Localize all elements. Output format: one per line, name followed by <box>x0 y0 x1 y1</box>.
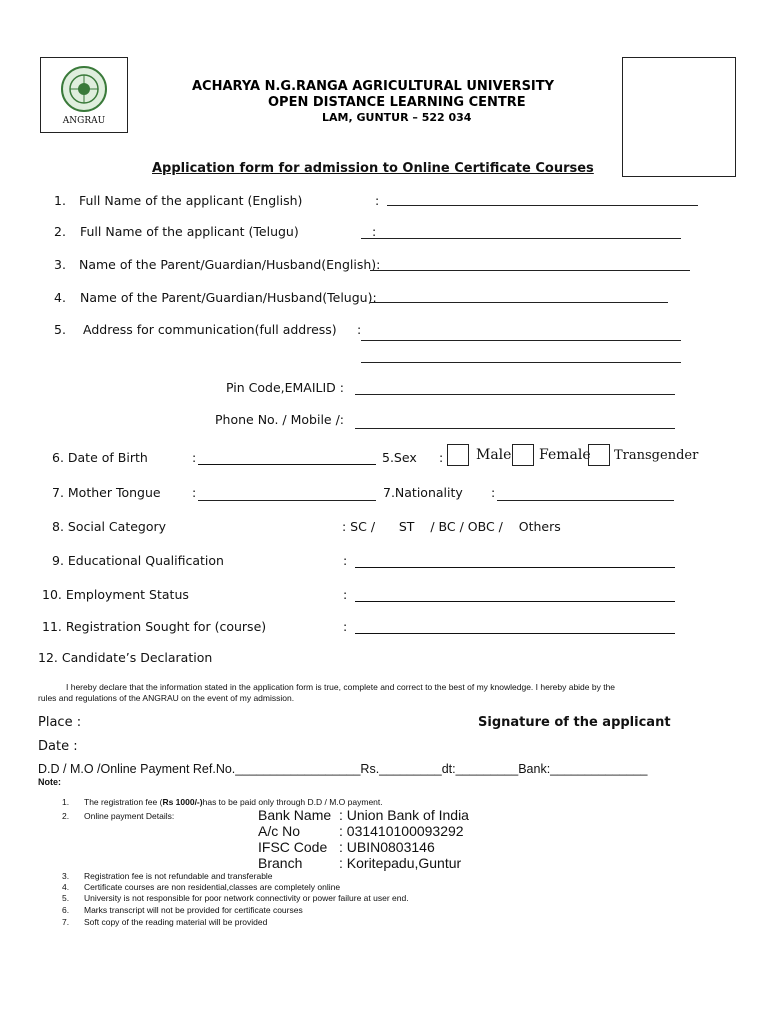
employment-input[interactable] <box>355 601 675 602</box>
signature-label: Signature of the applicant <box>478 715 671 730</box>
phone-input[interactable] <box>355 428 675 429</box>
account-number-value: : 031410100093292 <box>339 823 464 839</box>
note-fee-amount: Rs 1000/-) <box>162 797 203 807</box>
note-heading: Note: <box>38 777 61 787</box>
photo-box[interactable] <box>622 57 736 177</box>
field-colon: : <box>343 619 348 634</box>
parent-telugu-input[interactable] <box>370 302 668 303</box>
pin-email-input[interactable] <box>355 394 675 395</box>
field-colon: : <box>357 322 362 337</box>
field-label-name-telugu: Full Name of the applicant (Telugu) <box>80 224 299 239</box>
note-online-payment: Online payment Details: <box>84 811 175 821</box>
ifsc-label: IFSC Code <box>258 839 328 855</box>
field-label-pin-email: Pin Code,EMAILID : <box>226 380 344 395</box>
nationality-input[interactable] <box>497 500 674 501</box>
field-colon: : <box>343 553 348 568</box>
note-number: 2. <box>62 811 70 821</box>
account-number-label: A/c No <box>258 823 301 839</box>
field-colon: : <box>192 450 197 465</box>
field-label-nationality: 7.Nationality <box>383 485 463 500</box>
field-number: 2. <box>54 224 66 239</box>
field-colon: : <box>192 485 197 500</box>
name-telugu-input[interactable] <box>361 238 681 239</box>
note-number: 1. <box>62 797 70 807</box>
field-number: 5. <box>54 322 66 337</box>
note-online-classes: Certificate courses are non residential,classes are completely online <box>84 882 341 892</box>
bank-name-value: : Union Bank of India <box>339 807 469 823</box>
field-number: 4. <box>54 290 66 305</box>
note-registration-fee <box>84 797 383 807</box>
sex-blank-checkbox[interactable] <box>447 444 469 466</box>
note-number: 6. <box>62 905 70 915</box>
note-network: University is not responsible for poor network connectivity or power failure at user end. <box>84 893 409 903</box>
address-input-line1[interactable] <box>361 340 681 341</box>
bank-name-label: Bank Name <box>258 807 332 823</box>
field-label-mother-tongue: 7. Mother Tongue <box>52 485 161 500</box>
name-english-input[interactable] <box>387 205 698 206</box>
payment-ref-line[interactable]: D.D / M.O /Online Payment Ref.No.__________________Rs._________dt:_________Bank:______________ <box>38 762 648 776</box>
declaration-text-line2: rules and regulations of the ANGRAU on the event of my admission. <box>38 693 295 703</box>
field-number: 1. <box>54 193 66 208</box>
address-input-line2[interactable] <box>361 362 681 363</box>
field-colon: : <box>375 193 380 208</box>
field-label-education: 9. Educational Qualification <box>52 553 224 568</box>
branch-value: : Koritepadu,Guntur <box>339 855 462 871</box>
sex-transgender-label: Transgender <box>614 448 699 463</box>
centre-address: LAM, GUNTUR – 522 034 <box>322 111 472 124</box>
sex-male-label: Male <box>476 447 512 463</box>
note-refund: Registration fee is not refundable and transferable <box>84 871 273 881</box>
field-label-dob: 6. Date of Birth <box>52 450 148 465</box>
education-input[interactable] <box>355 567 675 568</box>
field-label-parent-telugu: Name of the Parent/Guardian/Husband(Telugu): <box>80 290 377 305</box>
note-number: 4. <box>62 882 70 892</box>
social-category-options[interactable]: : SC / ST / BC / OBC / Others <box>342 519 561 534</box>
course-input[interactable] <box>355 633 675 634</box>
field-label-phone: Phone No. / Mobile /: <box>215 412 345 427</box>
field-label-social-category: 8. Social Category <box>52 519 167 534</box>
field-label-employment: 10. Employment Status <box>42 587 189 602</box>
field-colon: : <box>439 450 444 465</box>
note-reading-material: Soft copy of the reading material will be provided <box>84 917 268 927</box>
centre-name: OPEN DISTANCE LEARNING CENTRE <box>268 95 526 110</box>
date-label: Date : <box>38 739 78 754</box>
field-label-sex: 5.Sex <box>382 450 417 465</box>
field-label-course: 11. Registration Sought for (course) <box>42 619 267 634</box>
place-label: Place : <box>38 715 82 730</box>
field-label-parent-english: Name of the Parent/Guardian/Husband(English): <box>79 257 381 272</box>
field-label-declaration: 12. Candidate’s Declaration <box>38 650 213 665</box>
sex-male-checkbox[interactable] <box>512 444 534 466</box>
field-colon: : <box>372 224 377 239</box>
field-number: 3. <box>54 257 66 272</box>
sex-female-checkbox[interactable] <box>588 444 610 466</box>
note-transcript: Marks transcript will not be provided for certificate courses <box>84 905 303 915</box>
form-title: Application form for admission to Online Certificate Courses <box>152 161 594 176</box>
mother-tongue-input[interactable] <box>198 500 376 501</box>
note-fee-pre: The registration fee ( <box>84 797 163 807</box>
branch-label: Branch <box>258 855 303 871</box>
sex-female-label: Female <box>539 447 591 463</box>
field-colon: : <box>491 485 496 500</box>
note-fee-post: has to be paid only through D.D / M.O payment. <box>202 797 383 807</box>
note-number: 3. <box>62 871 70 881</box>
university-name: ACHARYA N.G.RANGA AGRICULTURAL UNIVERSITY <box>192 79 555 94</box>
ifsc-value: : UBIN0803146 <box>339 839 435 855</box>
field-colon: : <box>343 587 348 602</box>
field-label-address: Address for communication(full address) <box>83 322 337 337</box>
university-logo <box>40 57 128 133</box>
logo-text: ANGRAU <box>62 116 106 126</box>
note-number: 5. <box>62 893 70 903</box>
field-label-name-english: Full Name of the applicant (English) <box>79 193 303 208</box>
note-number: 7. <box>62 917 70 927</box>
parent-english-input[interactable] <box>370 270 690 271</box>
declaration-text-line1: I hereby declare that the information stated in the application form is true, complete and correct to the best of my knowledge. I hereby abide by the <box>66 682 616 692</box>
dob-input[interactable] <box>198 464 376 465</box>
